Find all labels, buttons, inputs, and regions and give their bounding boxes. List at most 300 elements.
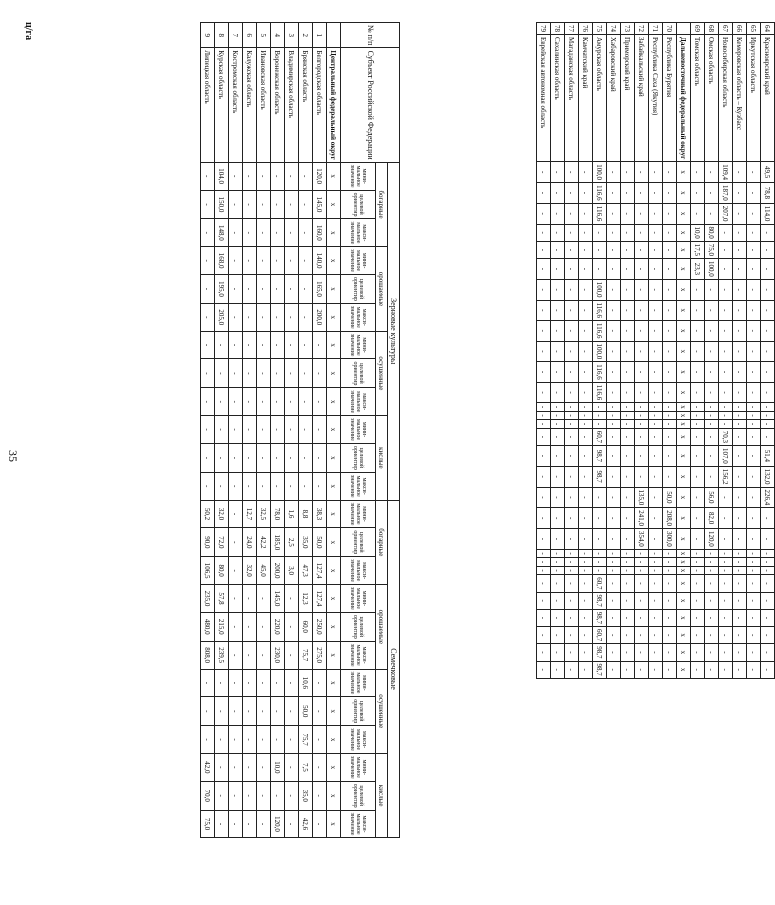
table-cell: - <box>201 219 215 247</box>
table-cell: - <box>761 575 775 592</box>
table-cell: - <box>635 446 649 467</box>
table-cell: - <box>243 219 257 247</box>
table-cell: 168,0 <box>215 247 229 275</box>
table-cell: - <box>733 575 747 592</box>
row-subject: Белгородская область <box>313 48 327 162</box>
table-cell: 10,0 <box>691 224 705 241</box>
table-cell: - <box>593 411 607 420</box>
table-cell: - <box>663 300 677 321</box>
table-cell: 75,7 <box>299 726 313 754</box>
table-cell: - <box>649 466 663 487</box>
table-cell: - <box>243 190 257 219</box>
table-cell: - <box>579 224 593 241</box>
table-row <box>607 23 621 679</box>
table-cell: - <box>705 644 719 661</box>
table-cell: - <box>691 627 705 644</box>
table-cell: х <box>677 224 691 241</box>
table-cell: - <box>733 549 747 558</box>
table-cell: - <box>705 558 719 567</box>
table-cell: - <box>257 641 271 669</box>
table-cell: - <box>243 331 257 359</box>
table-cell: - <box>705 341 719 362</box>
table-cell: - <box>271 781 285 810</box>
table-cell: 127,4 <box>313 557 327 585</box>
table-cell: - <box>243 162 257 190</box>
table-cell: - <box>537 403 551 412</box>
table-cell: 98,7 <box>593 644 607 661</box>
table-cell: - <box>649 382 663 403</box>
table-cell: 116,6 <box>593 321 607 342</box>
table-cell: - <box>621 627 635 644</box>
table-cell: - <box>229 162 243 190</box>
table-cell: - <box>649 446 663 467</box>
table-cell: 120,0 <box>705 529 719 550</box>
table-cell: - <box>621 279 635 300</box>
header-sub: мини-мальное значение <box>341 585 376 613</box>
table-cell: - <box>719 279 733 300</box>
table-cell: - <box>635 341 649 362</box>
row-number: 67 <box>719 23 733 35</box>
table-cell: - <box>551 558 565 567</box>
table-cell: 90,0 <box>201 528 215 557</box>
table-cell: - <box>229 190 243 219</box>
table-cell: - <box>537 428 551 445</box>
table-cell: - <box>719 321 733 342</box>
header-seed: Семечковые <box>388 500 400 838</box>
table-cell: - <box>649 420 663 429</box>
table-cell: - <box>761 549 775 558</box>
table-cell: - <box>565 508 579 529</box>
table-cell: - <box>635 644 649 661</box>
table-row <box>243 23 257 838</box>
table-cell: х <box>677 575 691 592</box>
table-cell: - <box>537 575 551 592</box>
table-cell: - <box>537 420 551 429</box>
table-row <box>271 23 285 838</box>
table-cell: - <box>257 303 271 331</box>
table-cell: - <box>719 566 733 575</box>
table-cell: - <box>257 669 271 697</box>
table-cell: х <box>677 362 691 383</box>
table-cell: - <box>243 810 257 838</box>
table-cell: - <box>285 726 299 754</box>
table-row <box>663 23 677 679</box>
table-cell: - <box>635 279 649 300</box>
table-cell: - <box>313 697 327 726</box>
table-cell: - <box>663 644 677 661</box>
table-cell: - <box>579 609 593 626</box>
table-cell: - <box>607 609 621 626</box>
table-cell: - <box>733 183 747 204</box>
header-grain: Зерновые культуры <box>388 162 400 500</box>
table-cell: - <box>747 382 761 403</box>
table-cell: - <box>607 644 621 661</box>
table-cell: 100,0 <box>705 259 719 280</box>
table-cell: - <box>747 362 761 383</box>
table-cell: 100,0 <box>593 341 607 362</box>
table-cell: - <box>691 575 705 592</box>
table-cell: 24,0 <box>243 528 257 557</box>
table-cell: - <box>663 183 677 204</box>
table-cell: - <box>649 558 663 567</box>
table-cell: - <box>733 508 747 529</box>
table-cell: - <box>621 321 635 342</box>
table-cell: - <box>579 566 593 575</box>
table-cell: - <box>635 321 649 342</box>
table-cell: - <box>761 420 775 429</box>
header-sub: мини-мальное значение <box>341 500 376 528</box>
table-cell: 12,3 <box>299 585 313 613</box>
table-cell: - <box>551 259 565 280</box>
row-subject: Дальневосточный федеральный округ <box>677 35 691 162</box>
table-cell: 114,0 <box>761 203 775 224</box>
table-cell: - <box>551 487 565 508</box>
table-cell: - <box>565 627 579 644</box>
table-cell: - <box>761 362 775 383</box>
table-cell: - <box>579 403 593 412</box>
table-cell: 208,0 <box>663 508 677 529</box>
table-cell: - <box>719 644 733 661</box>
table-cell: - <box>243 753 257 781</box>
table-cell: 107,0 <box>719 446 733 467</box>
table-cell: х <box>677 644 691 661</box>
table-cell: - <box>579 558 593 567</box>
table-row <box>551 23 565 679</box>
table-cell: 47,3 <box>299 557 313 585</box>
table-cell: - <box>607 279 621 300</box>
header-sub: целевой ориентир <box>341 443 376 472</box>
table-cell: 185,0 <box>271 528 285 557</box>
table-cell: - <box>663 341 677 362</box>
table-cell: - <box>733 300 747 321</box>
table-cell: - <box>565 259 579 280</box>
table-bottom <box>200 22 400 838</box>
header-group: орошаемые <box>376 247 388 331</box>
table-cell: 35,0 <box>299 528 313 557</box>
table-cell: - <box>579 487 593 508</box>
row-number: 2 <box>299 23 313 48</box>
table-cell: - <box>285 697 299 726</box>
table-cell: - <box>607 529 621 550</box>
table-cell: - <box>201 697 215 726</box>
table-row <box>285 23 299 838</box>
table-cell: - <box>747 403 761 412</box>
table-cell: - <box>635 566 649 575</box>
table-cell: х <box>677 609 691 626</box>
table-cell: - <box>201 388 215 416</box>
table-cell: х <box>677 592 691 609</box>
table-cell: 98,7 <box>593 609 607 626</box>
table-cell: - <box>663 403 677 412</box>
table-cell: 50,0 <box>299 697 313 726</box>
table-cell: - <box>593 549 607 558</box>
table-cell: - <box>747 224 761 241</box>
row-subject: Курская область <box>215 48 229 162</box>
table-cell: х <box>677 241 691 258</box>
table-cell: - <box>733 420 747 429</box>
table-cell: - <box>747 259 761 280</box>
table-cell: - <box>565 661 579 678</box>
table-cell: - <box>299 388 313 416</box>
table-cell: - <box>229 500 243 528</box>
table-cell: - <box>747 279 761 300</box>
table-cell: - <box>551 508 565 529</box>
table-cell: - <box>621 592 635 609</box>
table-cell: - <box>733 566 747 575</box>
table-cell: - <box>551 644 565 661</box>
table-cell: - <box>565 162 579 183</box>
table-cell: - <box>663 241 677 258</box>
table-cell: х <box>327 726 341 754</box>
table-cell: - <box>215 669 229 697</box>
table-cell: - <box>607 428 621 445</box>
table-cell: - <box>271 247 285 275</box>
table-cell: - <box>551 466 565 487</box>
table-cell: - <box>551 321 565 342</box>
row-subject: Новосибирская область <box>719 35 733 162</box>
table-cell: - <box>537 362 551 383</box>
header-sub: мини-мальное значение <box>341 753 376 781</box>
table-cell: - <box>285 190 299 219</box>
table-cell: - <box>313 359 327 388</box>
table-cell: 200,0 <box>313 303 327 331</box>
table-cell: - <box>663 279 677 300</box>
table-cell: - <box>551 362 565 383</box>
table-cell: - <box>257 275 271 304</box>
table-cell: - <box>243 612 257 641</box>
row-subject: Красноярский край <box>761 35 775 162</box>
table-cell: - <box>579 183 593 204</box>
row-number: 66 <box>733 23 747 35</box>
table-cell: - <box>705 566 719 575</box>
table-cell: - <box>229 443 243 472</box>
table-cell: - <box>719 411 733 420</box>
row-number: 78 <box>551 23 565 35</box>
table-cell: - <box>691 183 705 204</box>
table-cell: - <box>635 466 649 487</box>
table-cell: - <box>201 443 215 472</box>
table-cell: х <box>327 162 341 190</box>
table-cell: х <box>327 331 341 359</box>
table-cell: - <box>229 275 243 304</box>
table-cell: 100,0 <box>593 279 607 300</box>
table-cell: - <box>691 321 705 342</box>
table-cell: - <box>565 592 579 609</box>
table-cell: 220,0 <box>271 612 285 641</box>
table-cell: - <box>285 303 299 331</box>
table-cell: - <box>271 669 285 697</box>
table-cell: - <box>635 549 649 558</box>
table-cell: - <box>243 641 257 669</box>
table-cell: - <box>719 487 733 508</box>
table-cell: - <box>243 275 257 304</box>
table-cell: - <box>719 529 733 550</box>
table-cell: - <box>229 697 243 726</box>
table-cell: - <box>537 203 551 224</box>
table-cell: - <box>565 341 579 362</box>
table-cell: х <box>677 420 691 429</box>
header-no: № п/п <box>341 23 400 48</box>
table-cell: - <box>565 446 579 467</box>
table-cell: х <box>327 247 341 275</box>
table-cell: - <box>565 609 579 626</box>
table-cell: - <box>229 359 243 388</box>
table-cell: - <box>719 627 733 644</box>
table-cell: - <box>537 382 551 403</box>
table-cell: х <box>677 382 691 403</box>
table-cell: - <box>621 529 635 550</box>
table-cell: - <box>285 247 299 275</box>
table-cell: - <box>313 443 327 472</box>
table-cell: - <box>537 279 551 300</box>
table-cell: - <box>705 362 719 383</box>
table-cell: х <box>677 403 691 412</box>
table-cell: - <box>551 420 565 429</box>
table-cell: 145,0 <box>271 585 285 613</box>
table-cell: - <box>271 416 285 444</box>
table-cell: - <box>649 411 663 420</box>
table-cell: - <box>761 403 775 412</box>
table-cell: - <box>761 241 775 258</box>
table-cell: - <box>607 508 621 529</box>
table-cell: - <box>663 466 677 487</box>
table-cell: - <box>761 566 775 575</box>
table-cell: - <box>649 592 663 609</box>
header-group: осушенные <box>376 331 388 415</box>
table-cell: - <box>215 331 229 359</box>
header-sub: целевой ориентир <box>341 612 376 641</box>
table-cell: - <box>663 549 677 558</box>
header-sub: целевой ориентир <box>341 190 376 219</box>
table-cell: - <box>621 644 635 661</box>
table-cell: - <box>579 644 593 661</box>
header-sub: макси-мальное значение <box>341 810 376 838</box>
table-cell: - <box>635 420 649 429</box>
table-cell: - <box>621 259 635 280</box>
table-row <box>565 23 579 679</box>
table-cell: 100,0 <box>593 162 607 183</box>
row-subject: Сахалинская область <box>551 35 565 162</box>
table-cell: - <box>299 190 313 219</box>
table-cell: х <box>327 641 341 669</box>
table-cell: - <box>257 162 271 190</box>
table-cell: - <box>215 388 229 416</box>
table-cell: х <box>677 259 691 280</box>
table-cell: - <box>733 224 747 241</box>
row-subject: Хабаровский край <box>607 35 621 162</box>
row-number: 5 <box>257 23 271 48</box>
table-cell: - <box>733 321 747 342</box>
table-cell: - <box>691 644 705 661</box>
table-cell: 241,0 <box>635 508 649 529</box>
table-cell: - <box>733 446 747 467</box>
row-subject: Томская область <box>691 35 705 162</box>
table-cell: - <box>747 661 761 678</box>
table-cell: - <box>257 726 271 754</box>
table-cell: - <box>537 241 551 258</box>
table-cell: - <box>299 443 313 472</box>
table-cell: - <box>565 241 579 258</box>
table-cell: - <box>705 627 719 644</box>
row-number: 77 <box>565 23 579 35</box>
table-cell: - <box>257 753 271 781</box>
table-cell: - <box>285 388 299 416</box>
row-subject: Приморский край <box>621 35 635 162</box>
header-sub: макси-мальное значение <box>341 388 376 416</box>
table-top <box>536 22 775 679</box>
table-cell: - <box>663 162 677 183</box>
table-cell: - <box>761 428 775 445</box>
table-cell: - <box>705 466 719 487</box>
table-cell: - <box>761 321 775 342</box>
table-cell: - <box>747 644 761 661</box>
table-row <box>761 23 775 679</box>
table-cell: 250,0 <box>313 612 327 641</box>
table-cell: - <box>271 697 285 726</box>
table-cell: - <box>691 466 705 487</box>
table-cell: х <box>327 669 341 697</box>
table-row <box>649 23 663 679</box>
table-cell: 132,0 <box>761 466 775 487</box>
table-cell: - <box>285 472 299 500</box>
table-cell: - <box>621 241 635 258</box>
table-cell: - <box>663 592 677 609</box>
table-cell: 98,7 <box>593 661 607 678</box>
table-cell: - <box>761 644 775 661</box>
table-cell: - <box>565 420 579 429</box>
table-cell: - <box>733 362 747 383</box>
table-cell: - <box>621 382 635 403</box>
row-number: 72 <box>635 23 649 35</box>
table-cell: 160,0 <box>313 219 327 247</box>
table-cell: - <box>747 321 761 342</box>
table-cell: - <box>299 247 313 275</box>
table-cell: х <box>677 183 691 204</box>
table-row <box>747 23 761 679</box>
table-cell: - <box>565 644 579 661</box>
table-cell: - <box>733 411 747 420</box>
header-sub: мини-мальное значение <box>341 669 376 697</box>
table-cell: 42,2 <box>257 528 271 557</box>
table-row <box>257 23 271 838</box>
table-cell: - <box>733 382 747 403</box>
table-cell: - <box>215 781 229 810</box>
table-cell: 207,0 <box>719 203 733 224</box>
table-cell: - <box>579 341 593 362</box>
table-cell: 45,0 <box>257 557 271 585</box>
header-group: богарные <box>376 162 388 246</box>
table-cell: - <box>691 362 705 383</box>
table-cell: - <box>705 183 719 204</box>
table-cell: - <box>761 592 775 609</box>
table-cell: - <box>663 224 677 241</box>
table-cell: - <box>663 382 677 403</box>
table-cell: - <box>537 592 551 609</box>
row-number: 65 <box>747 23 761 35</box>
table-cell: х <box>327 416 341 444</box>
table-cell: х <box>327 781 341 810</box>
table-cell: - <box>285 416 299 444</box>
table-cell: - <box>691 592 705 609</box>
table-cell: - <box>761 529 775 550</box>
table-cell: - <box>747 529 761 550</box>
table-cell: х <box>327 612 341 641</box>
table-cell: - <box>621 341 635 362</box>
table-cell: - <box>747 487 761 508</box>
table-cell: - <box>663 259 677 280</box>
table-cell: - <box>635 162 649 183</box>
table-cell: - <box>635 403 649 412</box>
